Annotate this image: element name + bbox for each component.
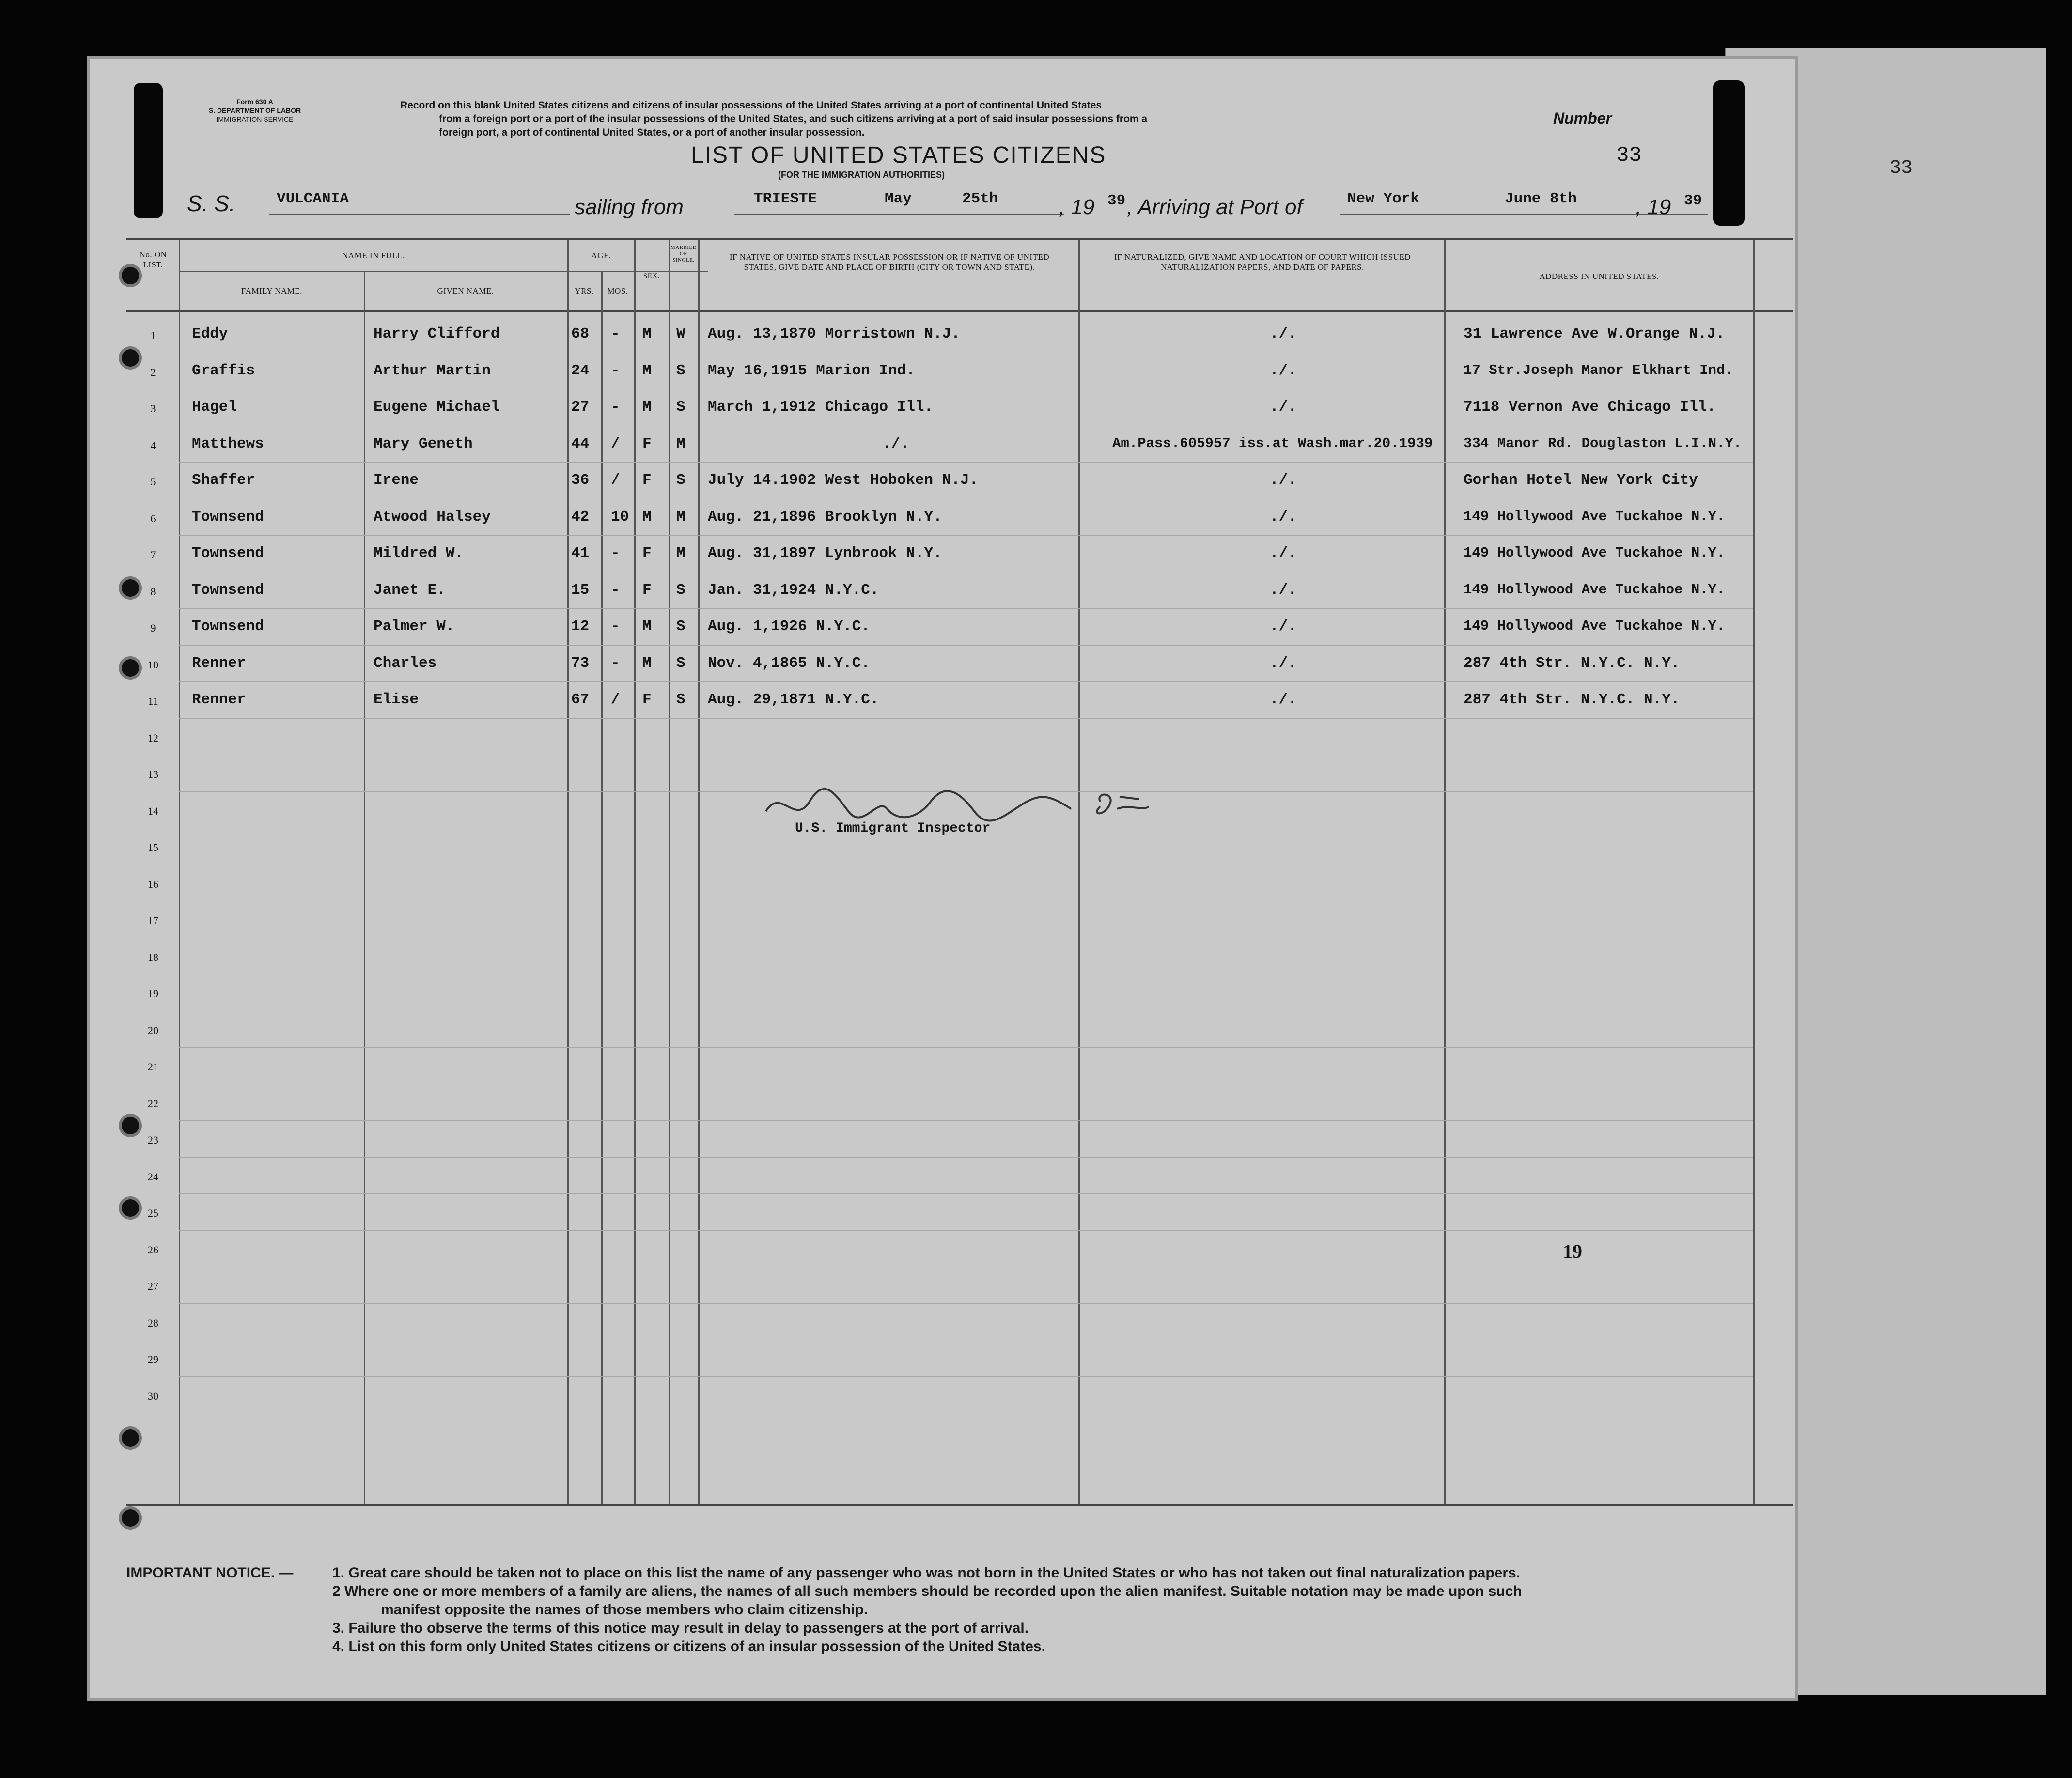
cell-ms: S <box>676 362 685 379</box>
row-number: 11 <box>148 695 158 707</box>
col-line-address <box>1753 240 1755 1504</box>
cell-mos: 10 <box>611 508 629 526</box>
header-married: MARRIED OR SINGLE. <box>670 245 697 263</box>
cell-birth: Nov. 4,1865 N.Y.C. <box>708 654 870 672</box>
row-number: 22 <box>148 1097 158 1110</box>
notice-item-2: 2 Where one or more members of a family are aliens, the names of all such members should be recorded upon the alien manifest. Suitable notation may be made upon such <box>332 1583 1522 1599</box>
cell-birth: March 1,1912 Chicago Ill. <box>708 399 934 416</box>
form-title: LIST OF UNITED STATES CITIZENS <box>691 142 1106 168</box>
cell-given: Palmer W. <box>374 618 455 635</box>
cell-ms: M <box>676 508 685 526</box>
form-subtitle: (FOR THE IMMIGRATION AUTHORITIES) <box>778 170 945 180</box>
cell-nat: ./. <box>1270 691 1297 708</box>
cell-birth: Aug. 31,1897 Lynbrook N.Y. <box>708 545 942 562</box>
cell-mos: - <box>611 654 620 672</box>
row-number: 9 <box>150 622 156 634</box>
cell-sex: F <box>642 472 652 489</box>
cell-yrs: 24 <box>571 362 590 379</box>
cell-address: 149 Hollywood Ave Tuckahoe N.Y. <box>1464 581 1725 598</box>
row-number: 26 <box>148 1243 158 1256</box>
row-rule <box>179 1157 1753 1158</box>
cell-ms: S <box>676 472 685 489</box>
binder-hole <box>122 659 139 677</box>
header-given-name: GIVEN NAME. <box>437 286 494 295</box>
cell-nat: ./. <box>1270 399 1297 416</box>
cell-sex: F <box>642 435 652 452</box>
cell-yrs: 67 <box>571 691 590 708</box>
cell-ms: M <box>676 545 685 562</box>
header-no-on-list: No. ON LIST. <box>139 250 167 269</box>
binder-hole <box>122 1429 139 1447</box>
number-label: Number <box>1553 109 1612 127</box>
col-line-mos <box>634 240 636 1504</box>
from-port: TRIESTE <box>754 190 817 207</box>
row-number: 18 <box>148 951 158 963</box>
cell-yrs: 68 <box>571 325 590 342</box>
ship-underline <box>269 214 570 215</box>
col-line-yrs <box>601 271 603 1504</box>
cell-sex: F <box>642 691 652 708</box>
binder-hole <box>122 579 139 597</box>
row-number: 17 <box>148 914 158 927</box>
row-number: 3 <box>150 402 156 415</box>
arrival-date: June 8th <box>1505 190 1577 207</box>
row-number: 16 <box>148 878 158 890</box>
cell-address: 149 Hollywood Ave Tuckahoe N.Y. <box>1464 545 1725 561</box>
header-address: ADDRESS IN UNITED STATES. <box>1539 272 1659 281</box>
row-rule <box>179 1120 1753 1121</box>
cell-family: Graffis <box>192 362 255 379</box>
cell-nat: ./. <box>1270 472 1297 489</box>
row-number: 30 <box>148 1390 158 1402</box>
cell-given: Charles <box>374 654 437 672</box>
sailing-month: May <box>885 190 912 207</box>
row-number: 7 <box>150 549 156 561</box>
cell-given: Janet E. <box>374 581 446 599</box>
cell-given: Eugene Michael <box>374 399 500 416</box>
arrival-year-prefix: , 19 <box>1636 195 1671 219</box>
cell-sex: M <box>642 654 652 672</box>
cell-ms: S <box>676 618 685 635</box>
row-number: 1 <box>150 329 156 341</box>
cell-sex: M <box>642 399 652 416</box>
row-rule <box>179 1193 1753 1194</box>
cell-family: Townsend <box>192 508 264 526</box>
row-rule <box>179 645 1753 646</box>
cell-yrs: 12 <box>571 618 590 635</box>
cell-given: Arthur Martin <box>374 362 491 379</box>
notice-heading: IMPORTANT NOTICE. — <box>126 1565 294 1581</box>
cell-sex: M <box>642 508 652 526</box>
col-line-naturalized <box>1444 240 1446 1504</box>
ss-label: S. S. <box>187 191 235 216</box>
cell-sex: F <box>642 581 652 599</box>
cell-address: Gorhan Hotel New York City <box>1464 472 1698 489</box>
sailing-date-underline <box>734 214 1064 215</box>
binder-hole <box>122 1117 139 1134</box>
row-number: 14 <box>148 804 158 817</box>
cell-yrs: 44 <box>571 435 590 452</box>
row-number: 27 <box>148 1280 158 1292</box>
cell-address: 287 4th Str. N.Y.C. N.Y. <box>1464 654 1680 672</box>
cell-sex: F <box>642 545 652 562</box>
cell-family: Renner <box>192 654 246 672</box>
row-rule <box>179 1303 1753 1304</box>
arrival-year-suffix: 39 <box>1684 192 1702 209</box>
row-rule <box>179 462 1753 463</box>
sailing-label: sailing from <box>575 195 684 219</box>
row-number: 23 <box>148 1134 158 1146</box>
cell-mos: - <box>611 618 620 635</box>
row-rule <box>179 718 1753 719</box>
cell-given: Elise <box>374 691 419 708</box>
manifest-sheet <box>87 56 1798 1701</box>
notice-item-4: 4. List on this form only United States citizens or citizens of an insular possession of the United States. <box>332 1639 1045 1654</box>
cell-ms: S <box>676 581 685 599</box>
row-rule <box>179 535 1753 536</box>
row-number: 24 <box>148 1170 158 1183</box>
col-line-married <box>698 240 700 1504</box>
cell-nat: ./. <box>1270 508 1297 526</box>
cell-mos: - <box>611 399 620 416</box>
header-naturalized: IF NATURALIZED, GIVE NAME AND LOCATION OF COURT WHICH ISSUED NATURALIZATION PAPERS, AND DATE OF PAPERS. <box>1114 252 1411 272</box>
service-label: IMMIGRATION SERVICE <box>216 115 294 123</box>
cell-address: 17 Str.Joseph Manor Elkhart Ind. <box>1464 362 1733 378</box>
cell-birth: Aug. 21,1896 Brooklyn N.Y. <box>708 508 942 526</box>
cell-given: Harry Clifford <box>374 325 500 342</box>
row-number: 2 <box>150 366 156 378</box>
sailing-day: 25th <box>962 190 998 207</box>
header-sex: SEX. <box>643 272 660 280</box>
cell-family: Townsend <box>192 618 264 635</box>
row-number: 15 <box>148 841 158 853</box>
notice-item-2-cont: manifest opposite the names of those members who claim citizenship. <box>381 1602 868 1618</box>
cell-nat: ./. <box>1270 545 1297 562</box>
department-label: S. DEPARTMENT OF LABOR <box>208 107 301 114</box>
binder-hole <box>122 267 139 284</box>
cell-yrs: 15 <box>571 581 590 599</box>
cell-mos: / <box>611 691 620 708</box>
header-subdivider <box>180 271 708 272</box>
header-yrs: YRS. <box>575 286 594 295</box>
sailing-year-suffix: 39 <box>1107 192 1126 209</box>
cell-given: Atwood Halsey <box>374 508 491 526</box>
header-age: AGE. <box>591 251 611 260</box>
cell-sex: M <box>642 618 652 635</box>
cell-mos: - <box>611 545 620 562</box>
cell-address: 149 Hollywood Ave Tuckahoe N.Y. <box>1464 508 1725 525</box>
row-number: 28 <box>148 1316 158 1329</box>
header-mos: MOS. <box>607 286 628 295</box>
row-number: 21 <box>148 1061 158 1073</box>
row-number: 8 <box>150 585 156 598</box>
row-number: 12 <box>148 731 158 744</box>
arrival-port: New York <box>1347 190 1419 207</box>
cell-given: Irene <box>374 472 419 489</box>
cell-family: Eddy <box>192 325 228 342</box>
form-label: Form 630 A <box>236 98 273 106</box>
row-number: 5 <box>150 476 156 488</box>
cell-mos: - <box>611 362 620 379</box>
cell-given: Mary Geneth <box>374 435 473 452</box>
row-number: 20 <box>148 1024 158 1036</box>
cell-ms: W <box>676 325 685 342</box>
left-marker-bar <box>134 83 163 218</box>
row-number: 4 <box>150 439 156 451</box>
cell-mos: - <box>611 325 620 342</box>
header-name-in-full: NAME IN FULL. <box>342 251 405 260</box>
row-number: 13 <box>148 768 158 780</box>
cell-given: Mildred W. <box>374 545 464 562</box>
cell-family: Townsend <box>192 545 264 562</box>
cell-mos: - <box>611 581 620 599</box>
cell-ms: S <box>676 399 685 416</box>
record-text-1: Record on this blank United States citizens and citizens of insular possessions of the United States arriving at a port of continental United States <box>400 100 1102 111</box>
cell-birth: July 14.1902 West Hoboken N.J. <box>708 472 979 489</box>
header-native: IF NATIVE OF UNITED STATES INSULAR POSSESSION OR IF NATIVE OF UNITED STATES, GIVE DATE AND PLACE OF BIRTH (CITY OR TOWN AND STATE). <box>729 252 1050 272</box>
row-rule <box>179 681 1753 682</box>
cell-nat: ./. <box>1270 654 1297 672</box>
col-line-family <box>364 271 365 1504</box>
notice-item-3: 3. Failure tho observe the terms of this notice may result in delay to passengers at the port of arrival. <box>332 1620 1029 1636</box>
number-value: 33 <box>1616 143 1642 168</box>
cell-birth: Aug. 13,1870 Morristown N.J. <box>708 325 960 342</box>
arriving-label: , Arriving at Port of <box>1127 195 1303 219</box>
cell-yrs: 27 <box>571 399 590 416</box>
binder-hole <box>122 1199 139 1217</box>
ship-name: VULCANIA <box>277 190 349 207</box>
cell-yrs: 42 <box>571 508 590 526</box>
cell-birth: Aug. 29,1871 N.Y.C. <box>708 691 879 708</box>
back-sheet-number: 33 <box>1889 157 1913 179</box>
cell-birth: Aug. 1,1926 N.Y.C. <box>708 618 870 635</box>
cell-yrs: 36 <box>571 472 590 489</box>
row-rule <box>179 1230 1753 1231</box>
right-marker-bar <box>1713 80 1745 226</box>
inspector-label: U.S. Immigrant Inspector <box>795 821 991 836</box>
row-number: 10 <box>148 658 158 671</box>
row-rule <box>179 608 1753 609</box>
col-line-native <box>1078 240 1080 1504</box>
cell-family: Townsend <box>192 581 264 599</box>
cell-address: 31 Lawrence Ave W.Orange N.J. <box>1464 325 1725 342</box>
page-mark: 19 <box>1563 1240 1582 1262</box>
cell-ms: S <box>676 654 685 672</box>
cell-nat: ./. <box>1270 618 1297 635</box>
cell-nat: ./. <box>1270 325 1297 342</box>
row-number: 6 <box>150 512 156 525</box>
cell-family: Matthews <box>192 435 264 452</box>
cell-mos: / <box>611 435 620 452</box>
row-number: 29 <box>148 1353 158 1365</box>
cell-nat: ./. <box>1270 581 1297 599</box>
cell-family: Hagel <box>192 399 237 416</box>
cell-yrs: 41 <box>571 545 590 562</box>
row-number: 19 <box>148 988 158 1000</box>
col-line-sex <box>669 240 670 1504</box>
binder-hole <box>122 1509 139 1527</box>
cell-mos: / <box>611 472 620 489</box>
manifest-table <box>126 238 1793 1506</box>
sailing-year-prefix: , 19 <box>1059 195 1095 219</box>
header-bottom-line <box>126 310 1793 312</box>
header-family-name: FAMILY NAME. <box>241 286 303 295</box>
cell-yrs: 73 <box>571 654 590 672</box>
cell-address: 287 4th Str. N.Y.C. N.Y. <box>1464 691 1680 708</box>
row-number: 25 <box>148 1207 158 1219</box>
row-rule <box>179 1047 1753 1048</box>
record-text-2: from a foreign port or a port of the insular possessions of the United States, and such citizens arriving at a port of said insular possessions from a <box>439 113 1148 124</box>
cell-birth: May 16,1915 Marion Ind. <box>708 362 915 379</box>
cell-address: 149 Hollywood Ave Tuckahoe N.Y. <box>1464 618 1725 634</box>
cell-family: Shaffer <box>192 472 255 489</box>
cell-birth: ./. <box>882 435 909 452</box>
col-line-given <box>567 240 569 1504</box>
record-text-3: foreign port, a port of continental United States, or a port of another insular possession. <box>439 127 865 138</box>
cell-nat: ./. <box>1270 362 1297 379</box>
cell-family: Renner <box>192 691 246 708</box>
col-line-no <box>179 240 180 1504</box>
cell-ms: S <box>676 691 685 708</box>
cell-sex: M <box>642 325 652 342</box>
cell-sex: M <box>642 362 652 379</box>
cell-address: 7118 Vernon Ave Chicago Ill. <box>1464 399 1716 416</box>
cell-nat: Am.Pass.605957 iss.at Wash.mar.20.1939 <box>1112 435 1433 451</box>
row-rule <box>179 1376 1753 1377</box>
cell-ms: M <box>676 435 685 452</box>
notice-item-1: 1. Great care should be taken not to place on this list the name of any passenger who was not born in the United States or who has not taken out final naturalization papers. <box>332 1565 1521 1581</box>
binder-hole <box>122 349 139 367</box>
cell-address: 334 Manor Rd. Douglaston L.I.N.Y. <box>1464 435 1742 451</box>
cell-birth: Jan. 31,1924 N.Y.C. <box>708 581 879 599</box>
